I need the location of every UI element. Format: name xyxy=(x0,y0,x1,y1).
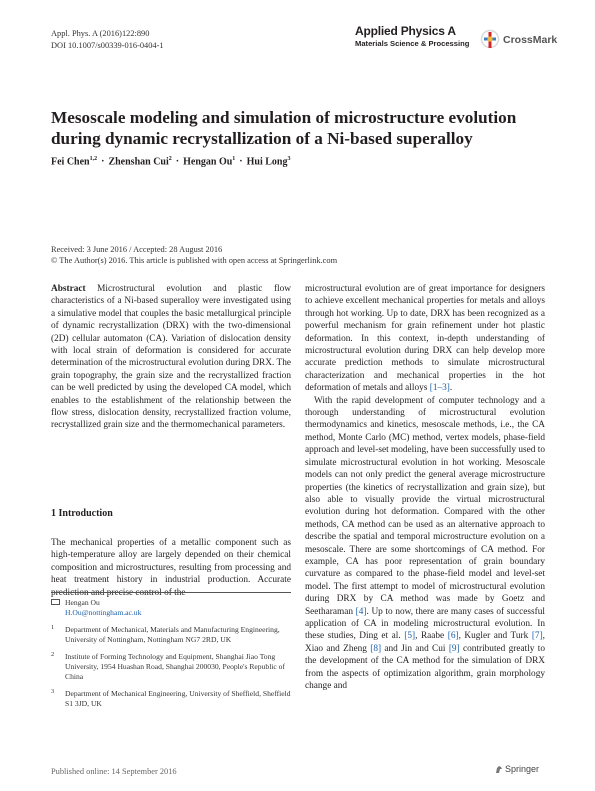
author-name: Hui Long xyxy=(246,156,288,168)
right-column xyxy=(305,283,545,692)
author-affiliation: 1,2 xyxy=(89,156,98,162)
citation-link[interactable]: [8] xyxy=(370,643,382,654)
open-access-note: © The Author(s) 2016. This article is published with open access at Springerlink.com xyxy=(51,256,338,265)
affiliation xyxy=(51,652,291,683)
section-heading: 1 Introduction xyxy=(51,508,113,519)
journal-logo xyxy=(355,25,475,49)
affiliation-number: 2 xyxy=(51,650,55,658)
affiliation xyxy=(51,625,291,646)
affiliation xyxy=(51,689,291,710)
corresponding-author xyxy=(51,598,291,619)
author-list: Fei Chen$^{1,2}$ · Zhenshan Cui$^2$ · Hengan $Ou^1$ · Hui Long$^3$ xyxy=(51,156,291,168)
author-affiliation: 3 xyxy=(287,156,291,162)
publisher-name: Springer xyxy=(505,764,540,774)
author-name: Hengan Ou xyxy=(183,156,233,168)
affiliation-text: Department of Mechanical, Materials and Manufacturing Engineering, University of Nottingham, Nottingham NG7 2RD, UK xyxy=(65,624,280,645)
footnotes xyxy=(51,598,291,716)
affiliation-number: 3 xyxy=(51,687,55,695)
citation-link[interactable]: [5] xyxy=(404,631,416,642)
citation-link[interactable]: [4] xyxy=(355,606,367,617)
footnote-divider xyxy=(51,592,291,593)
crossmark-label: CrossMark xyxy=(503,34,558,46)
running-header xyxy=(51,28,164,51)
affiliation-text: Institute of Forming Technology and Equipment, Shanghai Jiao Tong University, 1954 Huashan Road, Shanghai 200030, People's Republic of China xyxy=(65,651,286,682)
journal-subtitle: Materials Science & Processing xyxy=(355,39,470,48)
journal-name: Applied Physics A xyxy=(355,24,456,38)
doi: DOI 10.1007/s00339-016-0404-1 xyxy=(51,40,164,50)
affiliation-text: Department of Mechanical Engineering, University of Sheffield, Sheffield S1 3JD, UK xyxy=(65,688,291,709)
affiliation-number: 1 xyxy=(51,623,55,631)
abstract-text: Microstructural evolution and plastic flow characteristics of a Ni-based superalloy were investigated using a simulative model that couples the basic metallurgical principle of dynamic recrystallization (DRX) with the two-dimensional (2D) cellular automaton (CA). Variation of dislocation density with local strain of deformation is considered for accurate determination of the microstructural evolution during DRX. The grain topography, the grain size and the recrystallized fraction can be well predicted by using the developed CA model, which enables to the establishment of the relationship between the flow stress, dislocation density, recrystallized fraction volume, recrystallized grain size and the thermomechanical parameters. xyxy=(51,284,291,431)
article-title: Mesoscale modeling and simulation of microstructure evolution during dynamic recrystallization of a Ni-based superalloy xyxy=(51,108,517,148)
contact-email[interactable]: H.Ou@nottingham.ac.uk xyxy=(65,608,142,618)
citation-link[interactable]: [1–3] xyxy=(429,383,450,394)
author-name: Zhenshan Cui xyxy=(108,156,169,168)
crossmark-badge[interactable] xyxy=(480,29,558,51)
citation: Appl. Phys. A (2016)122:890 xyxy=(51,29,150,38)
article-dates xyxy=(51,244,337,266)
citation-link[interactable]: [6] xyxy=(447,631,459,642)
received-accepted: Received: 3 June 2016 / Accepted: 28 August 2016 xyxy=(51,245,223,254)
intro-text: The mechanical properties of a metallic component such as high-temperature alloy are largely depended on their chemical composition and microstructures, resulting from processing and heat treatment history in industrial production. Accurate prediction and precise control of the xyxy=(51,538,291,598)
author-name: Fei Chen xyxy=(51,156,90,168)
crossmark-icon xyxy=(480,29,500,51)
citation-link[interactable]: [9] xyxy=(448,643,460,654)
body-paragraph: microstructural evolution are of great importance for designers to achieve excellent mechanical properties for metals and alloys through hot working. Up to date, DRX has been recognized as a powerful mechanism for grain refinement under hot plastic deformation. In this context, in-depth understanding of microstructural evolution during DRX can help develop more accurate prediction methods to simulate microstructural characterization and mechanical properties in the hot deformation of metals and alloys [1–3]. xyxy=(305,284,545,394)
body-paragraph: With the rapid development of computer technology and a thorough understanding of microstructural evolution thermodynamics and kinetics, mesoscale methods, i.e., the CA method, Monte Carlo (MC) method, vertex models, phase-field approach and level-set modeling, have been successfully used to simulate microstructural evolution in hot working. Mesoscale models can not only predict the general average microstructure properties (the kinetics of recrystallization and grain size), but also able to visually provide the virtual microstructural evolution during hot deformation. Compared with the other methods, CA method can be used as an alternative approach to describe the spatial and temporal microstructure evolution on a mesoscale. There are some shortcomings of CA method. For example, CA has poor representation of grain boundary curvature as compared to the phase-field model and level-set model. The first attempt to model of microstructural evolution during DRX by CA method was made by Goetz and Seetharaman [4]. Up to now, there are many cases of successful application of CA in modeling microstructural evolution. In these studies, Ding et al. [5], Raabe [6], Kugler and Turk [7], Xiao and Zheng [8] and Jin and Cui [9] contributed greatly to the development of the CA method for the simulation of DRX from the aspects of optimization algorithm, grain morphology change and xyxy=(305,395,545,691)
envelope-icon xyxy=(51,599,60,605)
intro-paragraph xyxy=(51,537,291,599)
author-affiliation: 1 xyxy=(232,156,236,162)
abstract xyxy=(51,283,291,432)
published-online: Published online: 14 September 2016 xyxy=(51,767,177,776)
springer-horse-icon xyxy=(495,765,503,774)
author-affiliation: 2 xyxy=(168,156,172,162)
abstract-heading: Abstract xyxy=(51,284,86,294)
contact-name: Hengan Ou xyxy=(65,598,100,607)
citation-link[interactable]: [7] xyxy=(531,631,543,642)
